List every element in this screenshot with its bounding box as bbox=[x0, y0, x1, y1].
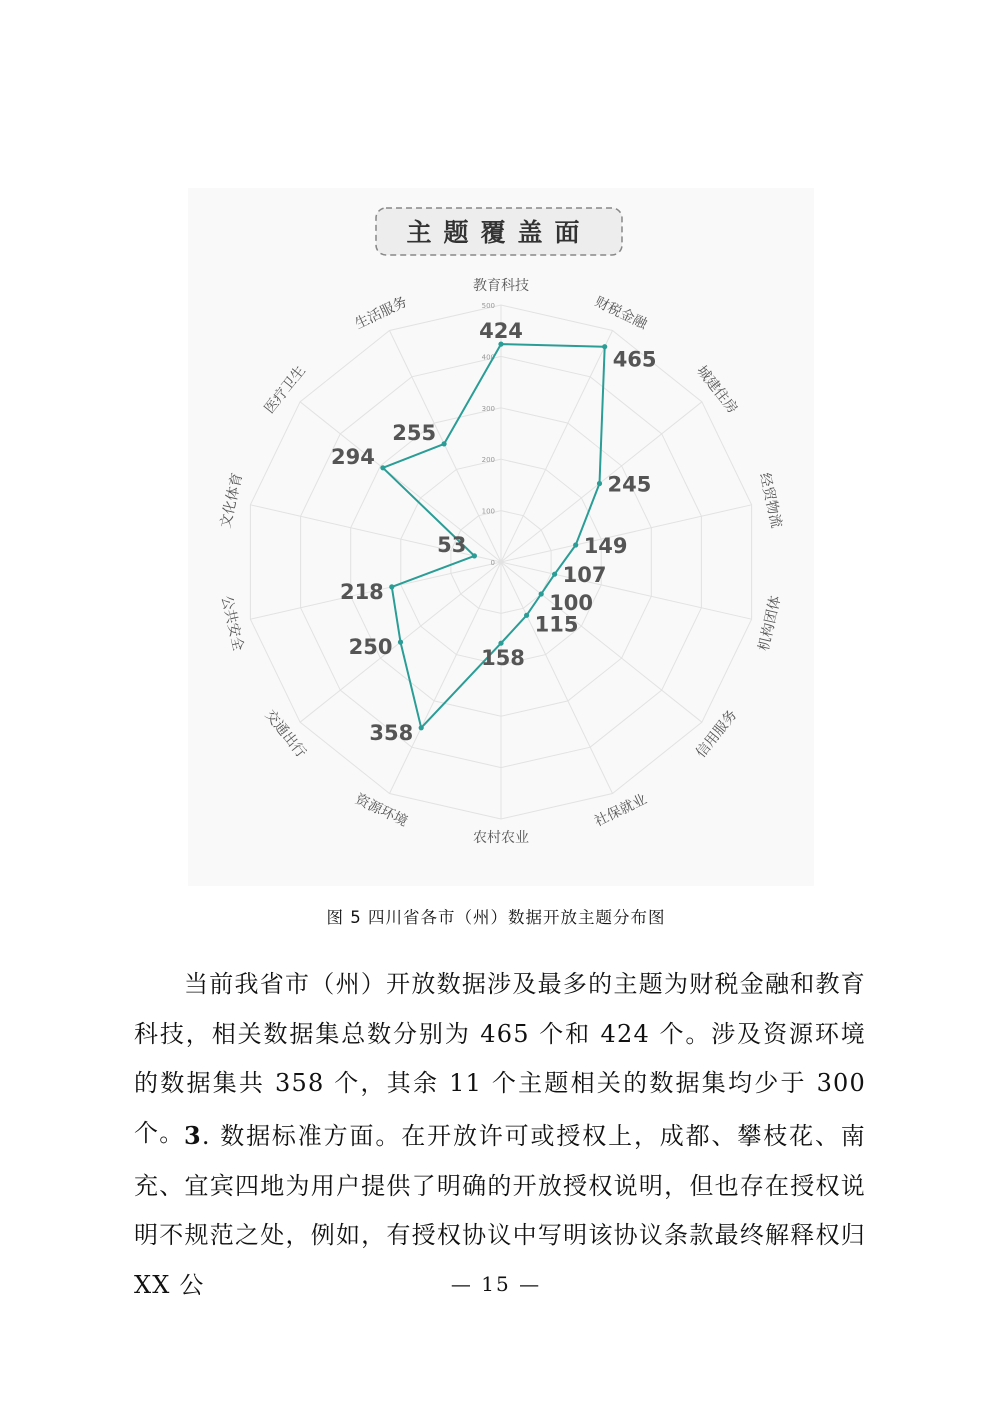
data-point bbox=[539, 591, 544, 596]
series-line bbox=[383, 344, 605, 728]
tick-label: 400 bbox=[481, 353, 495, 362]
value-label: 255 bbox=[392, 420, 437, 445]
value-label: 424 bbox=[479, 319, 523, 344]
value-label: 465 bbox=[612, 347, 657, 372]
tick-label: 300 bbox=[481, 404, 495, 413]
value-label: 218 bbox=[339, 579, 384, 604]
data-point bbox=[380, 465, 385, 470]
data-point bbox=[398, 640, 403, 645]
axis-label: 信用服务 bbox=[693, 707, 741, 761]
grid-spoke bbox=[501, 562, 752, 619]
data-point bbox=[552, 572, 557, 577]
value-label: 100 bbox=[549, 591, 594, 615]
value-label: 294 bbox=[331, 444, 375, 469]
axis-label: 公共安全 bbox=[217, 594, 246, 653]
axis-label: 教育科技 bbox=[473, 278, 529, 294]
data-point bbox=[419, 725, 424, 730]
value-label: 245 bbox=[607, 472, 652, 497]
value-label: 158 bbox=[481, 646, 525, 671]
radar-chart bbox=[188, 188, 814, 886]
data-point bbox=[602, 344, 607, 349]
radar-chart-figure bbox=[188, 188, 814, 886]
axis-label: 城建住房 bbox=[693, 363, 741, 417]
value-label: 149 bbox=[583, 534, 628, 558]
value-label: 53 bbox=[437, 532, 467, 557]
paragraph-2-text: . 数据标准方面。在开放许可或授权上，成都、攀枝花、南充、宜宾四地为用户提供了明确的开放授权说明，但也存在授权说明不规范之处，例如，有授权协议中写明该协议条款最终解释权归 XX 公 bbox=[134, 1122, 866, 1299]
axis-label: 交通出行 bbox=[261, 707, 309, 761]
tick-label: 0 bbox=[490, 559, 495, 567]
value-label: 358 bbox=[369, 720, 414, 745]
data-point bbox=[442, 441, 447, 446]
axis-label: 经贸物流 bbox=[756, 471, 785, 530]
axis-label: 财税金融 bbox=[592, 293, 650, 333]
data-point bbox=[498, 641, 503, 646]
series-teal bbox=[380, 342, 607, 731]
paragraph-1: 当前我省市（州）开放数据涉及最多的主题为财税金融和教育科技，相关数据集总数分别为 465 个和 424 个。涉及资源环境的数据集共 358 个，其余 11 个主题相关的数据集均少于 300 个。 bbox=[134, 970, 866, 1147]
axis-label: 文化体育 bbox=[217, 471, 246, 530]
data-point bbox=[597, 481, 602, 486]
axis-label: 农村农业 bbox=[473, 830, 529, 846]
data-point bbox=[573, 542, 578, 547]
axis-label: 医疗卫生 bbox=[261, 363, 309, 417]
value-labels bbox=[331, 319, 656, 745]
data-point bbox=[472, 553, 477, 558]
data-point bbox=[524, 613, 529, 618]
value-label: 107 bbox=[562, 563, 607, 588]
chart-title: 主题覆盖面 bbox=[406, 218, 592, 247]
value-label: 115 bbox=[534, 612, 579, 637]
figure-caption: 图 5 四川省各市（州）数据开放主题分布图 bbox=[326, 908, 666, 927]
radar-grid bbox=[250, 305, 751, 819]
axis-label: 资源环境 bbox=[352, 791, 410, 831]
axis-label: 生活服务 bbox=[352, 293, 410, 333]
chart-title-box bbox=[376, 208, 622, 255]
tick-label: 200 bbox=[481, 456, 495, 465]
tick-label: 500 bbox=[481, 302, 495, 310]
axis-label: 机构团体 bbox=[756, 594, 785, 653]
section-number: 3 bbox=[184, 1121, 202, 1150]
value-label: 250 bbox=[348, 635, 393, 660]
data-point bbox=[389, 584, 394, 589]
axis-label: 社保就业 bbox=[592, 791, 650, 831]
tick-label: 100 bbox=[481, 507, 495, 516]
page-number: — 15 — bbox=[450, 1272, 542, 1296]
